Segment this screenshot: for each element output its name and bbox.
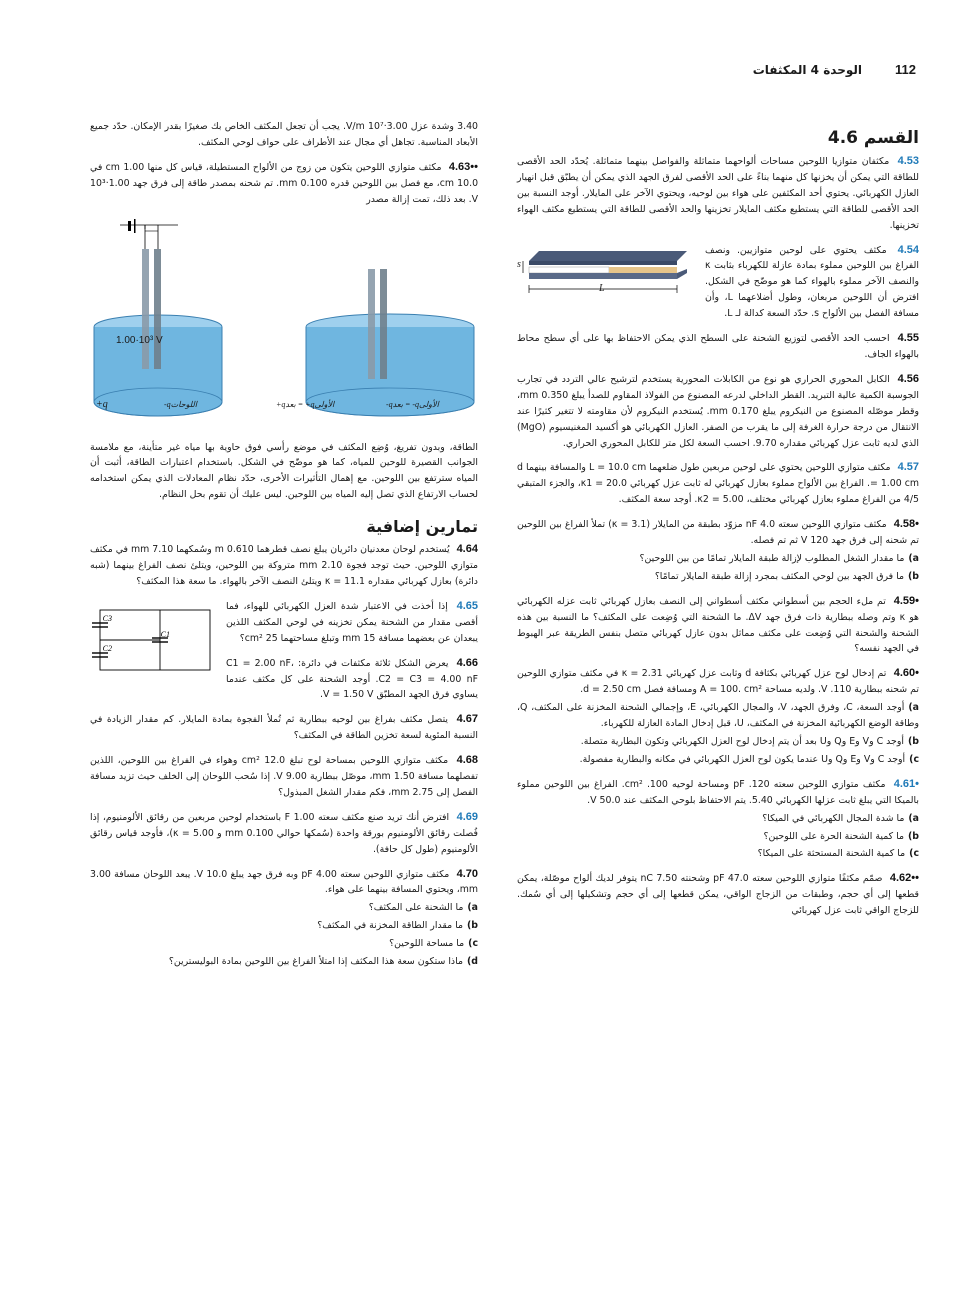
part-text: ما كمية الشحنة الحرة على اللوحين؟	[763, 830, 904, 842]
part-label: c)	[909, 848, 919, 860]
part-text: ما مساحة اللوحين؟	[389, 938, 465, 950]
part-a	[517, 811, 919, 827]
problem-number: 4.66	[456, 656, 478, 669]
part-c	[517, 752, 919, 768]
part-text: ما مقدار الشغل المطلوب لإزالة طبقة المايلار تمامًا من بين اللوحين؟	[639, 552, 905, 564]
part-text: أوجد السعة، C، وفرق الجهد، V، والمجال الكهربائي، E، وإجمالي الشحنة المخزنة على المكثف، Q، وطاقة الوضع الكهربائية المخزنة في المكثف، U، قبل إدخال المادة العازلة للكهرباء.	[517, 702, 919, 730]
page-header	[0, 62, 974, 84]
part-b	[517, 829, 919, 845]
water-capacitor-figure	[90, 217, 478, 432]
part-a	[517, 700, 919, 732]
problem-text: الكابل المحوري الحراري هو نوع من الكابلات المحورية يستخدم لترشيح عالي التردد في تجارب الجوسبة الكمية عالية التبريد. القطر الداخلي لدرعه المصنوع من الفولاذ المقاوم للصدأ يبلغ 0.350 mm، وقطر موصّله المصنوع من النيكروم يبلغ 0.170 mm. يُستخدم النيكروم لأن مقاومته لا تتغير كثيرًا عند الانتقال من درجة حرارة الغرفة إلى ما يقرب من الصفر. العازل الكهربائي هو أكسيد المغنيسيوم (MgO) الذي لديه ثابت عزل كهربائي مقداره 9.70. احسب السعة لكل متر للكابل المحوري الحراري.	[517, 373, 919, 449]
part-text: ما شدة المجال الكهربائي في الميكا؟	[762, 812, 905, 824]
part-c	[90, 936, 478, 952]
L-label: L	[599, 282, 605, 294]
problem-number: 4.54	[897, 243, 919, 256]
problem-4-69	[90, 810, 478, 858]
problem-text: مكثف متوازي اللوحين سعته 4.0 nF مزوّد بطبقة من المايلار (κ = 3.1) تملأ الفراغ بين اللوحين تم شحنه إلى فرق جهد 120 V ثم تم فصله.	[517, 519, 919, 547]
s-label: s	[517, 258, 521, 270]
problem-text: تم إدخال لوح عزل كهربائي بكثافة d وثابت عزل كهربائي κ = 2.31 في مكثف متوازي اللوحين تم شحنه ببطارية 110. V. ولديه مساحة A = 100. cm² ومسافة فصل d = 2.50 cm.	[517, 668, 919, 696]
three-capacitor-circuit	[90, 605, 220, 675]
part-label: b)	[907, 570, 919, 582]
problem-number: •4.58	[893, 518, 920, 531]
problem-4-63-continued	[90, 440, 478, 504]
problem-text: مكثفان متوازيا اللوحين مساحات ألواحهما متماثلة والفواصل بينهما متماثلة. يُحدّد الحد الأقصى للطاقة التي يمكن أن يخزنها كل منهما بناءً على الحد الأقصى لفرق الجهد الذي يمكن أن يطبّق قبل انهيار العازل الكهربائي. يحتوي أحد المكثفين على هواء بين لوحيه، ويحتوي الآخر على المايلار. أوجد النسبة بين الحد الأقصى للطاقة التي يستطيع مكثف المايلار تخزينها والحد الأقصى للطاقة التي يستطيع مكثف الهواء تخزينها.	[517, 156, 919, 231]
part-a	[517, 551, 919, 567]
part-a	[90, 900, 478, 916]
part-text: ما الشحنة على المكثف؟	[368, 902, 464, 914]
unit-title: الوحدة 4 المكثفات	[752, 63, 862, 77]
problem-number: 4.53	[897, 155, 919, 167]
problem-text: الطاقة، وبدون تفريغ، وُضِع المكثف في موضع رأسي فوق حاوية بها مياه غير متأينة، مع ملامسة الجوانب القصيرة للوحين للمياه، كما هو موضّح في الشكل. باستخدام اعتبارات الطاقة، أثبت أن المياه سترتفع بين اللوحين. مع إهمال التأثيرات الأخرى، حدّد نظام المعادلات الذي يمكن استخدامه لحساب الارتفاع الذي تصل إليه المياه بين اللوحين. ليس عليك أن تقوم بحل النظام.	[90, 441, 478, 501]
problem-4-55	[517, 331, 919, 363]
part-label: a)	[908, 552, 919, 564]
problem-4-60	[517, 666, 919, 767]
problem-number: 4.57	[897, 461, 919, 474]
part-label: a)	[908, 702, 919, 714]
part-label: a)	[908, 812, 919, 824]
c2-label: C2	[102, 643, 112, 653]
plus-q-label: +q	[96, 398, 108, 410]
part-text: ما مقدار الطاقة المخزنة في المكثف؟	[317, 920, 463, 932]
part-text: ما كمية الشحنة المستحثة على الميكا؟	[757, 848, 906, 860]
problem-number: 4.55	[897, 332, 919, 345]
part-label: c)	[909, 753, 919, 765]
problem-text: يتصل مكثف بفراغ بين لوحيه ببطارية ثم تُملأ الفجوة بمادة المايلار. كم مقدار الزيادة في النسبة المئوية لسعة تخزين الطاقة في المكثف؟	[90, 714, 478, 742]
minus-q-label: -qاللوحات	[164, 399, 198, 409]
problem-text: احسب الحد الأقصى لتوزيع الشحنة على السطح الذي يمكن الاحتفاظ بها على أي سطح محاط بالهواء الجاف.	[517, 333, 919, 360]
problem-number: ••4.62	[889, 872, 919, 885]
problem-number: 4.69	[456, 810, 479, 823]
problem-number: 4.56	[897, 372, 919, 385]
extra-exercises-title: تمارين إضافية	[366, 517, 478, 537]
part-text: ماذا ستكون سعة هذا المكثف إذا امتلأ الفراغ بين اللوحين بمادة البوليسترين؟	[168, 956, 463, 968]
problem-4-70	[90, 867, 478, 970]
part-label: b)	[466, 920, 478, 932]
problem-number: 4.68	[456, 754, 478, 767]
c1-label: C1	[160, 629, 170, 639]
page-number: 112	[895, 62, 916, 77]
problem-4-62	[517, 871, 919, 919]
problem-4-59	[517, 594, 919, 658]
part-b	[90, 918, 478, 934]
problem-4-54	[517, 243, 919, 323]
problem-4-68	[90, 753, 478, 801]
capacitor-slab-figure	[517, 245, 697, 307]
problem-4-63	[90, 160, 478, 208]
problem-text: تم ملء الحجم بين أسطواني مكثف أسطواني إلى النصف بعازل كهربائي ثابت عزله الكهربائي هو κ وتم وصله ببطارية ذات فرق جهد ΔV. ما الشحنة التي وُضِعت على المكثف؟ ما النسبة بين هذه الشحنة والشحنة التي وُضِعت على مكثف مماثل بدون عازل كهربائي متصل بنفس الطريقة عبر الهبوط في الجهد نفسه؟	[517, 595, 919, 655]
problem-4-65	[90, 599, 478, 653]
problem-text: مكثف متوازي اللوحين بمساحة لوح تبلغ 12.0 cm² وهواء في الفراغ بين اللوحين، اللذين تفصلهما مسافة 1.50 mm، موصّل ببطارية 9.00 V. إذا سُحب اللوحان إلى الخلف حيث تزيد مسافة الفصل إلى 2.75 mm، فكم مقدار الشغل المبذول؟	[90, 755, 479, 798]
part-text: ما فرق الجهد بين لوحي المكثف بمجرد إزالة طبقة المايلار تمامًا؟	[654, 570, 904, 582]
slab-diagram	[517, 245, 697, 307]
problem-number: 4.67	[456, 713, 479, 726]
part-b	[517, 734, 919, 750]
problem-number: 4.70	[456, 867, 479, 880]
problem-text: مكثف يحتوي على لوحين متوازيين. ونصف الفراغ بين اللوحين مملوء بمادة عازلة للكهرباء بثابت κ والنصف الآخر مملوء بالهواء كما هو موضّح في الشكل. افترض أن اللوحين مربعان، وطول أضلاعهما L، وأن مسافة الفصل بين الألواح s. حدّد السعة كدالة لـ L.	[705, 244, 919, 320]
problem-text: مكثف متوازي اللوحين سعته 120. pF ومساحة لوحيه 100. cm². الفراغ بين اللوحين مملوء بالميكا التي يبلغ ثابت عزلها الكهربائي 5.40. يتم الاحتفاظ بلوحي المكثف عند 50.0 V.	[517, 778, 919, 806]
problem-number: ••4.63	[448, 160, 478, 173]
problem-4-67	[90, 712, 478, 744]
minus-q-after-label: -qبعد = -qالأولى	[386, 399, 439, 409]
battery-voltage: 1.00·10³ V	[116, 334, 163, 346]
problem-number: •4.60	[893, 667, 920, 680]
part-label: d)	[466, 956, 478, 968]
problem-text: 3.40 وشدة عزل 3.00·10⁷ V/m. يجب أن تجعل المكثف الخاص بك صغيرًا بقدر الإمكان. حدّد جميع الأبعاد المناسبة. تجاهل أي مجال عند الأطراف على حواف لوحي المكثف.	[90, 121, 478, 148]
problem-4-64	[90, 542, 478, 590]
problem-number: 4.65	[456, 599, 478, 612]
problem-4-58	[517, 517, 919, 585]
problem-4-61	[517, 777, 919, 863]
problem-text: مكثف متوازي اللوحين يحتوي على لوحين مربعين طول ضلعهما L = 10.0 cm والمسافة بينهما d = 1.00 cm. الفراغ بين الألواح مملوء بعازل كهربائي له ثابت عزل كهربائي κ1 = 20.0، والجزء المتبقي 4/5 من الفراغ مملوء بعازل كهربائي مختلف، κ2 = 5.00. أوجد سعة المكثف.	[517, 462, 920, 506]
part-label: a)	[467, 902, 478, 914]
plus-q-after-label: +qبعد = +qالأولى	[276, 399, 335, 409]
section-title: القسم 4.6	[827, 128, 919, 148]
problem-text: يعرض الشكل ثلاثة مكثفات في دائرة: C1 = 2.00 nF، C2 = C3 = 4.00 nF. أوجد الشحنة على كل مكثف عندما يساوي فرق الجهد المطبّق V = 1.50 V.	[226, 657, 478, 701]
problem-text: مكثف متوازي اللوحين سعته 4.00 pF وبه فرق جهد يبلغ 10.0 V. يبعد اللوحان مسافة 3.00 mm، ويحتوي المسافة بينهما على هواء.	[90, 868, 478, 896]
part-c	[517, 846, 919, 862]
c3-label: C3	[102, 613, 112, 623]
problem-4-56	[517, 372, 919, 452]
problem-text: صمّم مكثفًا متوازي اللوحين سعته 47.0 pF وشحنته 7.50 nC يتوفر لديك ألواح موصّلة، يمكن قطعها إلى أي حجم، وطبقات من الزجاج الواقي، يمكن قطعها إلى أي حجم وتشكيلها إلى أي سُمك. للزجاج الواقي ثابت عزل كهربائي	[517, 873, 919, 917]
problem-text: افترض أنك تريد صنع مكثف سعته 1.00 F باستخدام لوحين مربعين من رقائق الألومنيوم، إذا فُصلت رقائق الألومنيوم بورقة واحدة (سُمكها حوالي 0.100 mm و κ = 5.00)، فأوجد قياس رقائق الألومنيوم (طول كل حافة).	[90, 811, 479, 855]
problem-text: إذا أخذت في الاعتبار شدة العزل الكهربائي للهواء، فما أقصى مقدار من الشحنة يمكن تخزينه في لوحي المكثف اللذين يبعدان عن بعضهما مسافة 15 mm وتبلغ مساحتهما 25 cm²؟	[226, 600, 478, 644]
problem-text: يُستخدم لوحان معدنيان دائريان يبلغ نصف قطرهما 0.610 m وسُمكهما 7.10 mm في مكثف متوازي اللوحين. حيث توجد فجوة 2.10 mm متروكة بين اللوحين، ويتلئ نصف الفراغ بينهما (شبه دائرة) بعازل كهربائي مقداره κ = 11.1 ويتلئ النصف الآخر بالهواء. ما سعة هذا المكثف؟	[90, 544, 479, 587]
part-b	[517, 569, 919, 585]
part-text: أوجد C وV وE وQ وU عندما يكون لوح العزل الكهربائي في مكانه والبطارية مفصولة.	[579, 753, 906, 765]
part-text: أوجد C وV وE وQ وU بعد أن يتم إدخال لوح العزل الكهربائي وتكون البطارية متصلة.	[580, 736, 904, 747]
part-label: b)	[907, 736, 919, 747]
problem-4-62-continued	[90, 119, 478, 151]
problem-text: مكثف متوازي اللوحين يتكون من زوج من الألواح المستطيلة، قياس كل منها 1.00 cm في 10.0 cm، مع فصل بين اللوحين قدره 0.100 mm. تم شحنه بمصدر طاقة إلى فرق جهد 1.00·10³ V. بعد ذلك، تمت إزالة مصدر	[90, 161, 479, 205]
part-d	[90, 954, 478, 970]
problem-number: 4.64	[456, 543, 478, 556]
right-column	[517, 128, 919, 928]
problem-4-53	[517, 154, 919, 234]
problem-number: •4.61	[893, 777, 920, 790]
left-column	[90, 119, 478, 979]
part-label: c)	[468, 938, 478, 950]
problem-number: •4.59	[893, 594, 919, 607]
part-label: b)	[907, 830, 919, 842]
problem-4-57	[517, 460, 919, 508]
